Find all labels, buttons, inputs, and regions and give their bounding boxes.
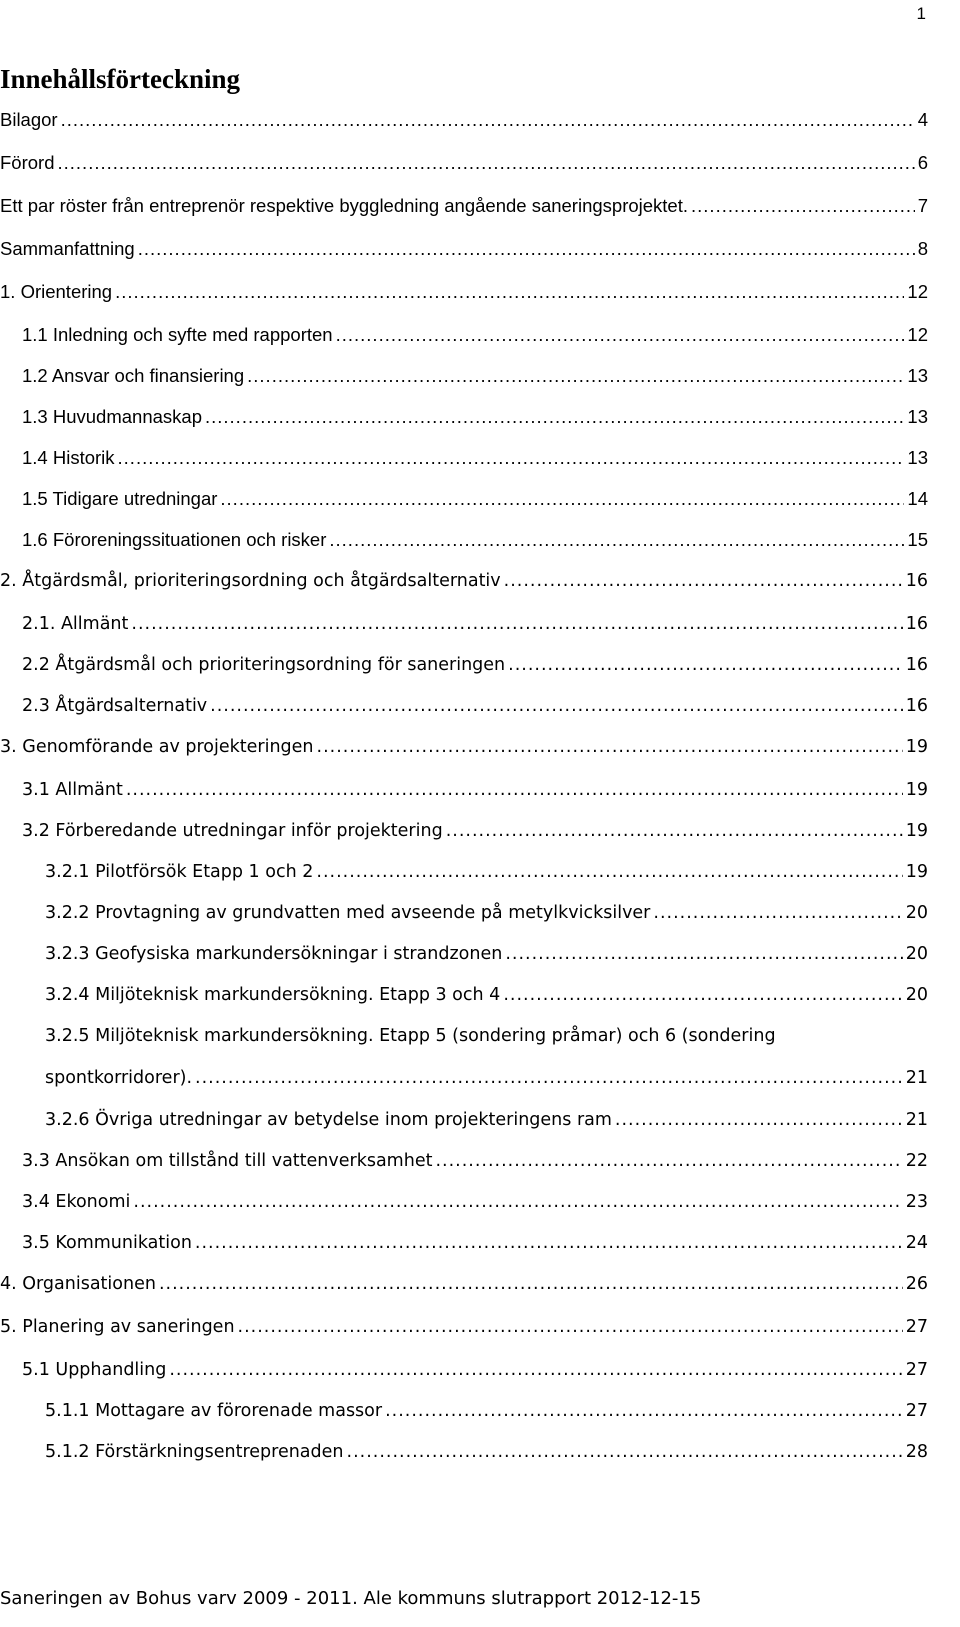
toc-leader-dots: [247, 356, 904, 396]
toc-entry-label: 2.1. Allmänt: [22, 614, 129, 634]
toc-entry-label: 3. Genomförande av projekteringen: [0, 737, 314, 757]
toc-leader-dots: [210, 686, 903, 726]
toc-entry-label: 3.3 Ansökan om tillstånd till vattenverksamhet: [22, 1151, 433, 1171]
toc-entry-3-2-6[interactable]: [0, 1100, 928, 1141]
toc-entry-label: 2.2 Åtgärdsmål och prioriteringsordning för saneringen: [22, 655, 506, 675]
toc-leader-dots: [505, 934, 902, 974]
toc-entry-4[interactable]: [0, 1264, 928, 1307]
toc-leader-dots: [220, 479, 904, 519]
toc-entry-page: 12: [907, 324, 928, 345]
toc-leader-dots: [615, 1100, 903, 1140]
toc-leader-dots: [336, 315, 905, 355]
toc-entry-page: 14: [907, 488, 928, 509]
toc-entry-3-2-2[interactable]: [0, 893, 928, 934]
toc-entry-label: 3.5 Kommunikation: [22, 1233, 192, 1253]
toc-entry-page: 27: [905, 1317, 928, 1337]
toc-leader-dots: [115, 272, 904, 312]
toc-entry-label: 3.2 Förberedande utredningar inför projektering: [22, 821, 443, 841]
toc-entry-label: 5.1.1 Mottagare av förorenade massor: [45, 1401, 383, 1421]
toc-entry-3-2-4[interactable]: [0, 975, 928, 1016]
toc-leader-dots: [347, 1432, 903, 1472]
toc-entry-page: 16: [905, 571, 928, 591]
toc-entry-3-2-3[interactable]: [0, 934, 928, 975]
toc-entry-1-5[interactable]: [0, 479, 928, 520]
toc-entry-page: 20: [905, 985, 928, 1005]
toc-entry-3-2[interactable]: [0, 811, 928, 852]
toc-entry-page: 6: [917, 152, 928, 173]
toc-entry-label: 3.1 Allmänt: [22, 780, 123, 800]
toc-entry-label: Sammanfattning: [0, 238, 135, 259]
toc-entry-label: 3.2.6 Övriga utredningar av betydelse inom projekteringens ram: [45, 1110, 612, 1130]
toc-entry-label: 1.5 Tidigare utredningar: [22, 488, 218, 509]
toc-entry-page: 27: [905, 1360, 928, 1380]
toc-entry-5-1-2[interactable]: [0, 1432, 928, 1473]
toc-leader-dots: [195, 1058, 903, 1098]
toc-entry-page: 19: [905, 737, 928, 757]
toc-entry-page: 4: [917, 109, 928, 130]
toc-entry-2-2[interactable]: [0, 645, 928, 686]
table-of-contents: [0, 100, 928, 1473]
toc-entry-label: 1.3 Huvudmannaskap: [22, 406, 202, 427]
toc-entry-forord[interactable]: [0, 143, 928, 186]
toc-leader-dots: [316, 852, 902, 892]
toc-entry-label: 3.2.5 Miljöteknisk markundersökning. Etapp 5 (sondering pråmar) och 6 (sondering: [45, 1026, 776, 1046]
toc-entry-page: 19: [905, 862, 928, 882]
toc-entry-label: 3.2.3 Geofysiska markundersökningar i strandzonen: [45, 944, 503, 964]
toc-entry-label: 1. Orientering: [0, 281, 113, 302]
toc-entry-1-2[interactable]: [0, 356, 928, 397]
toc-entry-page: 16: [905, 655, 928, 675]
toc-entry-1-6[interactable]: [0, 520, 928, 561]
toc-entry-page: 15: [907, 529, 928, 550]
toc-leader-dots: [446, 811, 903, 851]
toc-leader-dots: [58, 143, 915, 183]
toc-entry-5[interactable]: [0, 1307, 928, 1350]
toc-entry-page: 16: [905, 614, 928, 634]
toc-leader-dots: [385, 1391, 903, 1431]
toc-leader-dots: [138, 229, 915, 269]
toc-entry-page: 13: [907, 365, 928, 386]
toc-entry-label: 2. Åtgärdsmål, prioriteringsordning och åtgärdsalternativ: [0, 571, 501, 591]
toc-title: Innehållsförteckning: [0, 64, 241, 94]
toc-leader-dots: [159, 1264, 903, 1304]
toc-entry-label: 1.2 Ansvar och finansiering: [22, 365, 245, 386]
toc-entry-page: 12: [907, 281, 928, 302]
toc-entry-label: 2.3 Åtgärdsalternativ: [22, 696, 208, 716]
toc-entry-label: 5. Planering av saneringen: [0, 1317, 235, 1337]
toc-entry-page: 19: [905, 780, 928, 800]
page-footer: Saneringen av Bohus varv 2009 - 2011. Ale kommuns slutrapport 2012-12-15: [0, 1588, 702, 1609]
toc-entry-page: 28: [905, 1442, 928, 1462]
toc-leader-dots: [133, 1182, 902, 1222]
toc-entry-1-3[interactable]: [0, 397, 928, 438]
toc-entry-1-4[interactable]: [0, 438, 928, 479]
toc-entry-label: 1.1 Inledning och syfte med rapporten: [22, 324, 333, 345]
toc-leader-dots: [195, 1223, 903, 1263]
toc-entry-label: 3.2.1 Pilotförsök Etapp 1 och 2: [45, 862, 314, 882]
toc-entry-page: 21: [905, 1110, 928, 1130]
toc-leader-dots: [503, 975, 902, 1015]
toc-leader-dots: [435, 1141, 902, 1181]
toc-entry-label-continued: spontkorridorer).: [45, 1068, 193, 1088]
toc-entry-label: 3.4 Ekonomi: [22, 1192, 131, 1212]
toc-leader-dots: [126, 770, 903, 810]
toc-entry-label: 5.1 Upphandling: [22, 1360, 167, 1380]
toc-entry-page: 7: [917, 195, 928, 216]
toc-entry-3-4[interactable]: [0, 1182, 928, 1223]
toc-entry-3-1[interactable]: [0, 770, 928, 811]
toc-leader-dots: [329, 520, 904, 560]
toc-entry-page: 27: [905, 1401, 928, 1421]
toc-entry-page: 20: [905, 903, 928, 923]
toc-leader-dots: [691, 186, 915, 226]
toc-entry-2-1[interactable]: [0, 604, 928, 645]
toc-entry-page: 21: [905, 1068, 928, 1088]
toc-entry-page: 13: [907, 447, 928, 468]
toc-entry-label: 3.2.2 Provtagning av grundvatten med avseende på metylkvicksilver: [45, 903, 651, 923]
toc-entry-5-1[interactable]: [0, 1350, 928, 1391]
toc-entry-page: 23: [905, 1192, 928, 1212]
toc-entry-label: Förord: [0, 152, 55, 173]
toc-entry-page: 20: [905, 944, 928, 964]
toc-entry-3-2-5[interactable]: [0, 1016, 928, 1100]
toc-entry-2[interactable]: [0, 561, 928, 604]
toc-entry-label: 4. Organisationen: [0, 1274, 156, 1294]
toc-entry-3-2-1[interactable]: [0, 852, 928, 893]
toc-entry-page: 16: [905, 696, 928, 716]
toc-entry-label: Ett par röster från entreprenör respektive byggledning angående saneringsprojektet.: [0, 195, 689, 216]
toc-entry-1[interactable]: [0, 272, 928, 315]
toc-entry-label: 5.1.2 Förstärkningsentreprenaden: [45, 1442, 344, 1462]
toc-entry-label: 1.6 Föroreningssituationen och risker: [22, 529, 327, 550]
toc-entry-3-3[interactable]: [0, 1141, 928, 1182]
toc-entry-bilagor[interactable]: [0, 100, 928, 143]
toc-leader-dots: [131, 604, 902, 644]
toc-entry-3-5[interactable]: [0, 1223, 928, 1264]
toc-leader-dots: [508, 645, 903, 685]
page-number: 1: [916, 4, 926, 23]
toc-entry-2-3[interactable]: [0, 686, 928, 727]
toc-entry-1-1[interactable]: [0, 315, 928, 356]
toc-entry-roster[interactable]: [0, 186, 928, 229]
toc-leader-dots: [317, 727, 903, 767]
toc-entry-page: 24: [905, 1233, 928, 1253]
toc-entry-page: 26: [905, 1274, 928, 1294]
toc-entry-3[interactable]: [0, 727, 928, 770]
toc-leader-dots: [653, 893, 902, 933]
toc-leader-dots: [238, 1307, 903, 1347]
toc-leader-dots: [169, 1350, 902, 1390]
toc-entry-page: 13: [907, 406, 928, 427]
toc-leader-dots: [118, 438, 905, 478]
toc-entry-page: 19: [905, 821, 928, 841]
toc-entry-label: 3.2.4 Miljöteknisk markundersökning. Etapp 3 och 4: [45, 985, 501, 1005]
toc-entry-5-1-1[interactable]: [0, 1391, 928, 1432]
toc-entry-page: 8: [917, 238, 928, 259]
toc-entry-page: 22: [905, 1151, 928, 1171]
toc-leader-dots: [61, 100, 915, 140]
toc-entry-sammanfattning[interactable]: [0, 229, 928, 272]
toc-entry-label: Bilagor: [0, 109, 58, 130]
toc-leader-dots: [205, 397, 904, 437]
toc-leader-dots: [504, 561, 903, 601]
toc-entry-label: 1.4 Historik: [22, 447, 115, 468]
